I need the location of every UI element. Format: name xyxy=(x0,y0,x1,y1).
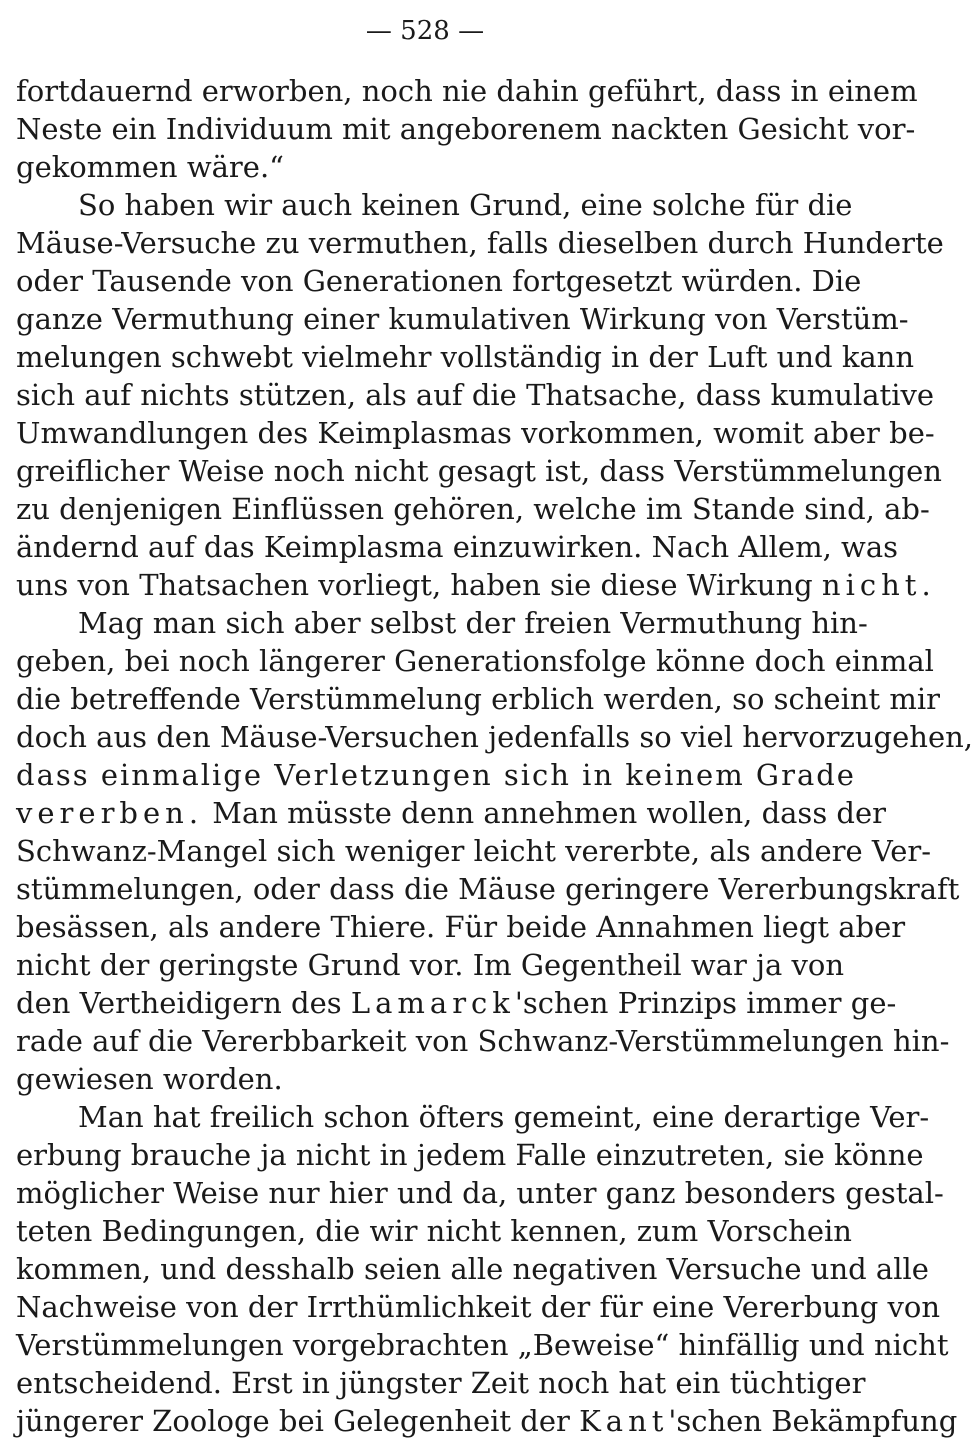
text-segment: 'schen Bekämpfung xyxy=(668,1404,958,1438)
text-line: Verstümmelungen vorgebrachten „Beweise“ hinfällig und nicht xyxy=(16,1328,949,1362)
text-line: möglicher Weise nur hier und da, unter ganz besonders gestal- xyxy=(16,1176,944,1210)
text-line: geben, bei noch längerer Generationsfolge könne doch einmal xyxy=(16,644,934,678)
text-line: zu denjenigen Einflüssen gehören, welche im Stande sind, ab- xyxy=(16,492,930,526)
text-line: melungen schwebt vielmehr vollständig in der Luft und kann xyxy=(16,340,915,374)
text-line xyxy=(16,1402,958,1440)
text-line: doch aus den Mäuse-Versuchen jedenfalls so viel hervorzugehen, xyxy=(16,720,973,754)
text-line xyxy=(16,794,887,832)
text-line: sich auf nichts stützen, als auf die Thatsache, dass kumulative xyxy=(16,378,935,412)
text-line: kommen, und desshalb seien alle negativen Versuche und alle xyxy=(16,1252,929,1286)
text-line: ganze Vermuthung einer kumulativen Wirkung von Verstüm- xyxy=(16,302,909,336)
text-line: gewiesen worden. xyxy=(16,1062,283,1096)
text-line: greiflicher Weise noch nicht gesagt ist, dass Verstümmelungen xyxy=(16,454,942,488)
text-line: Nachweise von der Irrthümlichkeit der für eine Vererbung von xyxy=(16,1290,941,1324)
spaced-emphasis-line: dass einmalige Verletzungen sich in keinem Grade xyxy=(16,758,856,792)
text-line: Mäuse-Versuche zu vermuthen, falls dieselben durch Hunderte xyxy=(16,226,944,260)
text-line: stümmelungen, oder dass die Mäuse geringere Vererbungskraft xyxy=(16,872,960,906)
text-line: Schwanz-Mangel sich weniger leicht vererbte, als andere Ver- xyxy=(16,834,932,868)
text-line: gekommen wäre.“ xyxy=(16,150,284,184)
spaced-emphasis: vererben. xyxy=(16,796,204,830)
text-line: teten Bedingungen, die wir nicht kennen, zum Vorschein xyxy=(16,1214,852,1248)
text-line: die betreffende Verstümmelung erblich werden, so scheint mir xyxy=(16,682,941,716)
text-line: ändernd auf das Keimplasma einzuwirken. Nach Allem, was xyxy=(16,530,898,564)
paragraph-start-line: So haben wir auch keinen Grund, eine solche für die xyxy=(78,188,853,222)
text-line: Neste ein Individuum mit angeborenem nackten Gesicht vor- xyxy=(16,112,916,146)
text-line: Umwandlungen des Keimplasmas vorkommen, womit aber be- xyxy=(16,416,935,450)
text-segment: Man müsste denn annehmen wollen, dass der xyxy=(212,796,887,830)
text-line: besässen, als andere Thiere. Für beide Annahmen liegt aber xyxy=(16,910,906,944)
text-segment: den Vertheidigern des xyxy=(16,986,342,1020)
text-line: fortdauernd erworben, noch nie dahin geführt, dass in einem xyxy=(16,74,918,108)
text-line: rade auf die Vererbbarkeit von Schwanz-Verstümmelungen hin- xyxy=(16,1024,950,1058)
text-segment: uns von Thatsachen vorliegt, haben sie diese Wirkung xyxy=(16,568,813,602)
page-number: — 528 — xyxy=(365,16,485,46)
text-line: nicht der geringste Grund vor. Im Gegentheil war ja von xyxy=(16,948,845,982)
paragraph-start-line: Man hat freilich schon öfters gemeint, eine derartige Ver- xyxy=(78,1100,930,1134)
text-line xyxy=(16,566,936,604)
text-line: entscheidend. Erst in jüngster Zeit noch hat ein tüchtiger xyxy=(16,1366,866,1400)
text-segment: 'schen Prinzips immer ge- xyxy=(514,986,897,1020)
text-line xyxy=(16,984,897,1022)
spaced-emphasis: Kant xyxy=(579,1404,669,1438)
text-line: oder Tausende von Generationen fortgesetzt würden. Die xyxy=(16,264,862,298)
text-segment: jüngerer Zoologe bei Gelegenheit der xyxy=(16,1404,570,1438)
paragraph-start-line: Mag man sich aber selbst der freien Vermuthung hin- xyxy=(78,606,868,640)
spaced-emphasis: nicht. xyxy=(821,568,936,602)
text-line: erbung brauche ja nicht in jedem Falle einzutreten, sie könne xyxy=(16,1138,924,1172)
spaced-emphasis: Lamarck xyxy=(350,986,515,1020)
